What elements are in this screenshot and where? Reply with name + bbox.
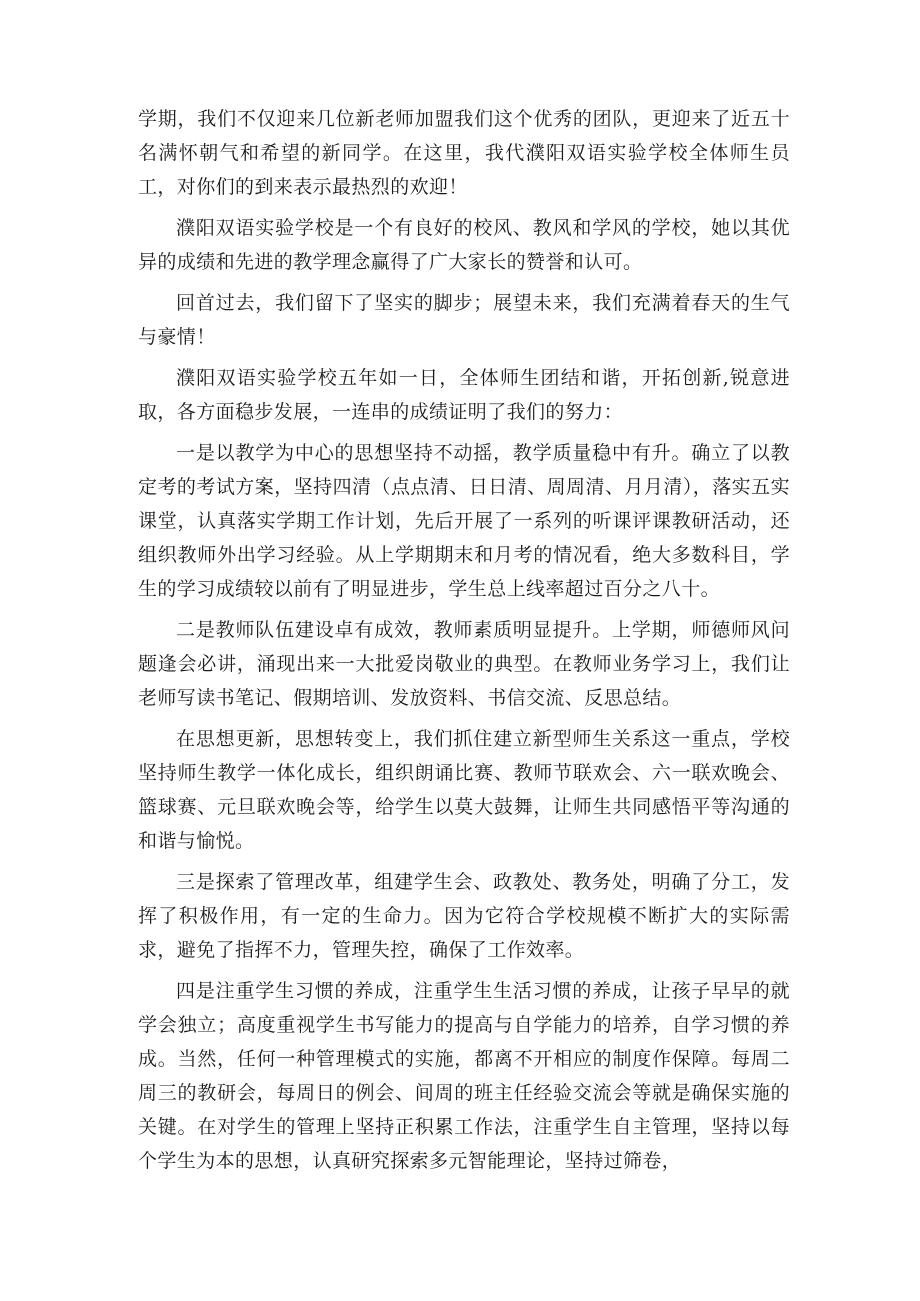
paragraph-management-reform: 三是探索了管理改革，组建学生会、政教处、教务处，明确了分工，发挥了积极作用，有一定的生命力。因为它符合学校规模不断扩大的实际需求，避免了指挥不力，管理失控，确保了工作效率。 [138,871,790,961]
paragraph-retrospect: 回首过去，我们留下了坚实的脚步；展望未来，我们充满着春天的生气与豪情！ [138,292,790,348]
paragraph-teaching-quality: 一是以教学为中心的思想坚持不动摇，教学质量稳中有升。确立了以教定考的考试方案，坚持四清（点点清、日日清、周周清、月月清），落实五实课堂，认真落实学期工作计划，先后开展了一系列的听课评课教研活动，还组织教师外出学习经验。从上学期期末和月考的情况看，绝大多数科目，学生的学习成绩较以前有了明显进步，学生总上线率超过百分之八十。 [138,442,790,600]
paragraph-continuation: 学期，我们不仅迎来几位新老师加盟我们这个优秀的团队，更迎来了近五十名满怀朝气和希望的新同学。在这里，我代濮阳双语实验学校全体师生员工，对你们的到来表示最热烈的欢迎！ [138,108,790,198]
paragraph-student-habits: 四是注重学生习惯的养成，注重学生生活习惯的养成，让孩子早早的就学会独立；高度重视学生书写能力的提高与自学能力的培养，自学习惯的养成。当然，任何一种管理模式的实施，都离不开相应的制度作保障。每周二周三的教研会，每周日的例会、间周的班主任经验交流会等就是确保实施的关键。在对学生的管理上坚持正积累工作法，注重学生自主管理，坚持以每个学生为本的思想，认真研究探索多元智能理论，坚持过筛卷， [138,980,790,1172]
paragraph-thought-update: 在思想更新，思想转变上，我们抓住建立新型师生关系这一重点，学校坚持师生教学一体化成长，组织朗诵比赛、教师节联欢会、六一联欢晚会、篮球赛、元旦联欢晚会等，给学生以莫大鼓舞，让师生共同感悟平等沟通的和谐与愉悦。 [138,728,790,852]
paragraph-school-intro: 濮阳双语实验学校是一个有良好的校风、教风和学风的学校，她以其优异的成绩和先进的教学理念赢得了广大家长的赞誉和认可。 [138,217,790,273]
document-body [138,102,790,1185]
paragraph-teacher-team: 二是教师队伍建设卓有成效，教师素质明显提升。上学期，师德师风问题逢会必讲，涌现出来一大批爱岗敬业的典型。在教师业务学习上，我们让老师写读书笔记、假期培训、发放资料、书信交流、反思总结。 [138,619,790,709]
paragraph-achievements-intro: 濮阳双语实验学校五年如一日，全体师生团结和谐，开拓创新,锐意进取，各方面稳步发展，一连串的成绩证明了我们的努力： [138,367,790,423]
